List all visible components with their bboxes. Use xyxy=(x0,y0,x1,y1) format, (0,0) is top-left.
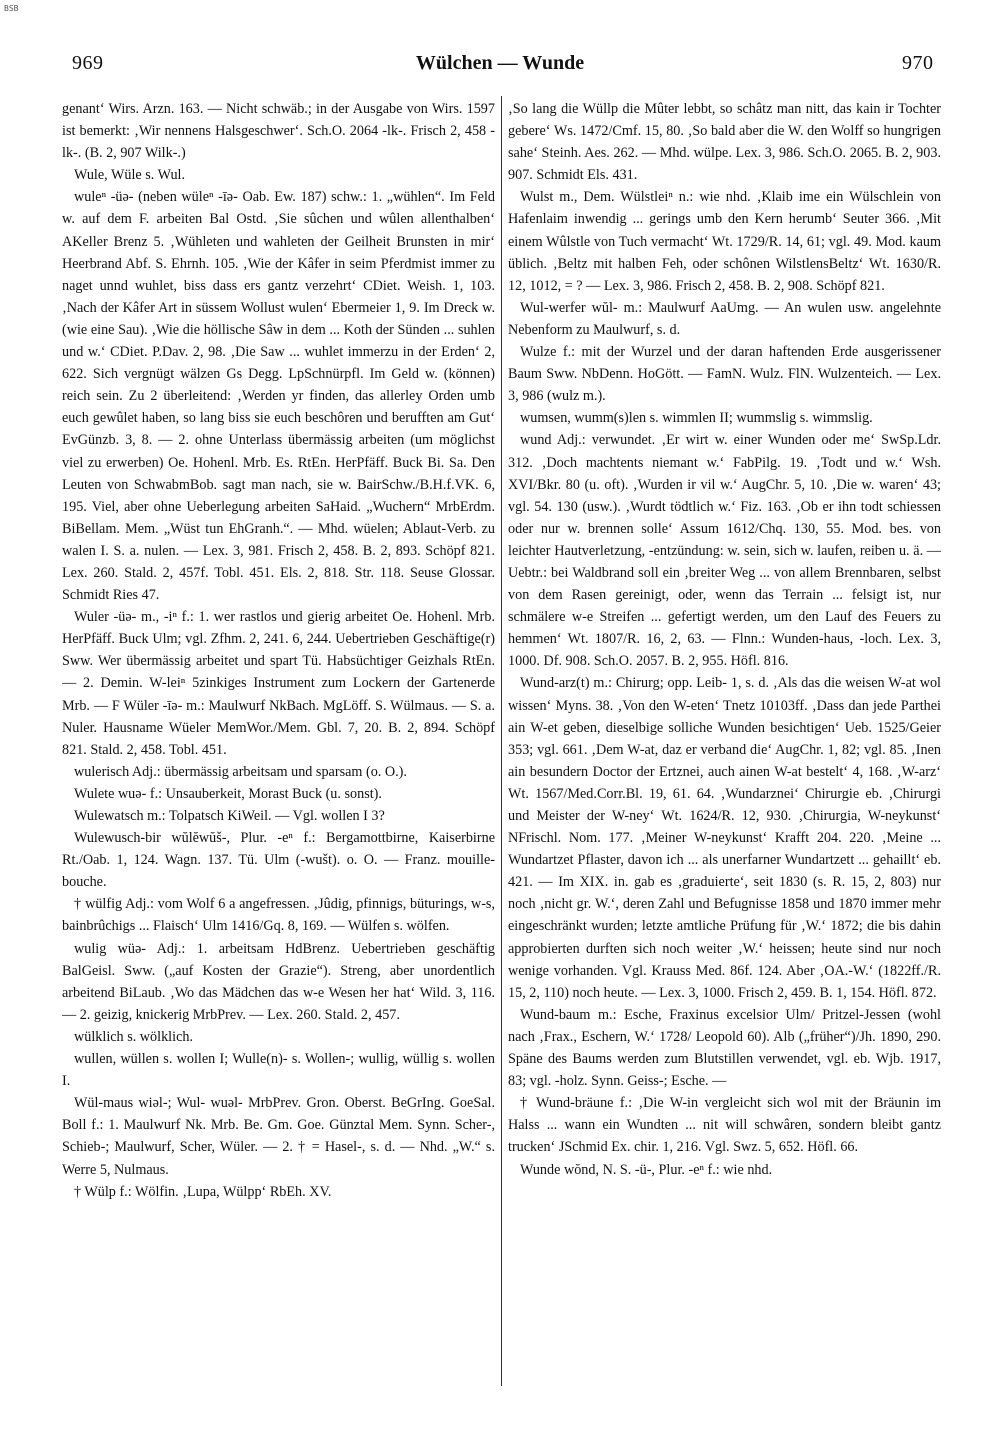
page-header xyxy=(0,52,1000,88)
entry-paragraph: wulig wüə- Adj.: 1. arbeitsam HdBrenz. Uebertrieben geschäftig BalGeisl. Sww. („auf Kosten der Grazie“). Streng, aber unordentlich arbeitend BiLaub. ‚Wo das Mädchen das w-e Wesen her hat‘ Wild. 3, 116. — 2. geizig, knickerig MrbPrev. — Lex. 260. Stald. 2, 457. xyxy=(62,940,495,1023)
entry-paragraph: Wulst m., Dem. Wülstleiⁿ n.: wie nhd. ‚Klaib ime ein Wülschlein von Hafenlaim inwendig ... gerings umb den Kern herumb‘ Seuter 366. ‚Mit einem Wûlstle von Tuch vermacht‘ Wt. 1729/R. 14, 61; vgl. 49. Mod. kaum üblich. ‚Beltz mit halben Feh, oder schônen WilstlensBeltz‘ Wt. 1630/R. 12, 1012, = ? — Lex. 3, 986. Frisch 2, 458. B. 2, 908. Schöpf 821. xyxy=(508,189,941,294)
entry-paragraph: Wunde wŏnd, N. S. -ü-, Plur. -eⁿ f.: wie nhd. xyxy=(520,1161,773,1178)
entry-paragraph: Wuler -üə- m., -iⁿ f.: 1. wer rastlos und gierig arbeitet Oe. Hohenl. Mrb. HerPfäff. Buck Ulm; vgl. Zfhm. 2, 241. 6, 244. Uebertrieben Geschäftige(r) Sww. Wer übermässig arbeitet und spart Tü. Habsüchtiger Geizhals RtEn. — 2. Demin. W-leiⁿ 5zinkiges Instrument zum Lockern der Gartenerde Mrb. — F Wüler -īə- m.: Maulwurf NkBach. MgLöff. S. Wülmaus. — S. a. Nuler. Hausname Wüeler MemWor./Mem. Gbl. 7, 20. B. 2, 894. Schöpf 821. Stald. 2, 458. Tobl. 451. xyxy=(62,609,495,758)
entry-paragraph: † wülfig Adj.: vom Wolf 6 a angefressen. ‚Jûdig, pfinnigs, büturings, w-s, bainbrûchigs ... Flaisch‘ Ulm 1416/Gq. 8, 169. — Wülfen s. wölfen. xyxy=(62,896,495,935)
entry-paragraph: ‚So lang die Wüllp die Mûter lebbt, so schâtz man nitt, das kain ir Tochter gebere‘ Ws. 1472/Cmf. 15, 80. ‚So bald aber die W. den Wolff so hungrigen sahe‘ Steinh. Aes. 262. — Mhd. wülpe. Lex. 3, 986. Sch.O. 2065. B. 2, 903. 907. Schmidt Els. 431. xyxy=(508,101,941,184)
right-column xyxy=(508,98,941,1394)
entry-paragraph: wuleⁿ -üə- (neben wüleⁿ -īə- Oab. Ew. 187) schw.: 1. „wühlen“. Im Feld w. auf dem F. arbeiten Bal Ostd. ‚Sie sûchen und wûlen allenthalben‘ AKeller Brenz 5. ‚Wühleten und wahleten der Geilheit Brunsten in mir‘ Heerbrand Abf. S. Ehrnh. 105. ‚Wie der Kâfer in seim Pferdmist immer zu naget unnd wuhlet, biss dass ers gantz verzehrt‘ CDiet. Weish. 1, 103. ‚Nach der Kâfer Art in süssem Wollust wulen‘ Ebermeier 1, 9. Im Dreck w. (wie eine Sau). ‚Wie die höllische Sâw in dem ... Koth der Sünden ... suhlen und w.‘ CDiet. P.Dav. 2, 98. ‚Die Saw ... wuhlet immerzu in der Erden‘ 2, 622. Sich vergnügt wälzen Gs Degg. LpSchnürpfl. Im Geld w. (können) reich sein. Zu 2 überleitend: ‚Werden yr finden, das allerley Orden umb euch gewûlet haben, so lang biss sie euch beschôren und berufften am Gut‘ EvGünzb. 3, 8. — 2. ohne Unterlass übermässig arbeiten (um möglichst viel zu erwerben) Oe. Hohenl. Mrb. Es. RtEn. HerPfäff. Buck Bi. Sa. Den Leuten von SchwabmBob. sagt man nach, sie w. BairSchw./B.H.f.VK. 6, 195. Viel, aber ohne Ueberlegung arbeiten SaHaid. „Wuchern“ MrbErdm. BiBellam. Mem. „Wüst tun EhGranh.“. — Mhd. wüelen; Ablaut-Verb. zu walen I. S. a. nulen. — Lex. 3, 981. Frisch 2, 458. B. 2, 893. Schöpf 821. Lex. 260. Stald. 2, 457f. Tobl. 451. Els. 2, 818. Str. 118. Seuse Glossar. Schmidt Ries 47. xyxy=(62,189,495,604)
entry-paragraph: Wül-maus wiəl-; Wul- wuəl- MrbPrev. Gron. Oberst. BeGrIng. GoeSal. Boll f.: 1. Maulwurf Nk. Mrb. Be. Gm. Goe. Günztal Mem. Synn. Scher-, Schieb-; Maulwurf, Scher, Wüler. — 2. † = Hasel-, s. d. — Nhd. „W.“ s. Werre 5, Nulmaus. xyxy=(62,1095,495,1178)
entry-paragraph: † Wund-bräune f.: ‚Die W-in vergleicht sich wol mit der Bräunin im Halss ... wann ein Wundten ... nit will schwâren, sondern bleibt gantz trucken‘ JSchmid Ex. chir. 1, 216. Vgl. Swz. 5, 652. Höfl. 66. xyxy=(508,1095,941,1156)
entry-paragraph: Wulewatsch m.: Tolpatsch KiWeil. — Vgl. wollen I 3? xyxy=(74,808,385,824)
entry-paragraph: Wule, Wüle s. Wul. xyxy=(74,167,186,184)
page-number-right: 970 xyxy=(902,52,934,74)
left-column xyxy=(62,98,495,1394)
column-divider xyxy=(501,96,502,1386)
page-number-left: 969 xyxy=(72,52,104,74)
entry-paragraph: Wulete wuə- f.: Unsauberkeit, Morast Buck (u. sonst). xyxy=(74,785,382,802)
entry-paragraph: Wund-baum m.: Esche, Fraxinus excelsior Ulm/ Pritzel-Jessen (wohl nach ‚Frax., Eschern, W.‘ 1728/ Leopold 60). Alb („früher“)/Jh. 1890, 290. Späne des Baums werden zum Blutstillen verwendet, vgl. eb. Wjb. 1917, 83; vgl. -holz. Synn. Geiss-; Esche. — xyxy=(508,1006,941,1090)
entry-paragraph: Wulewusch-bir wŭlĕwŭš-, Plur. -eⁿ f.: Bergamottbirne, Kaiserbirne Rt./Oab. 1, 124. Wagn. 137. Tü. Ulm (-wušt). o. O. — Franz. mouille-bouche. xyxy=(62,830,495,891)
entry-paragraph: wund Adj.: verwundet. ‚Er wirt w. einer Wunden oder me‘ SwSp.Ldr. 312. ‚Doch machtents niemant w.‘ FabPilg. 19. ‚Todt und w.‘ Wsh. XVI/Bkr. 80 (u. oft). ‚Wurden ir vil w.‘ AugChr. 5, 10. ‚Die w. waren‘ 43; vgl. 54. 130 (usw.). ‚Wurdt tödtlich w.‘ Fiz. 163. ‚Ob er ihn todt schiessen oder nur w. brennen solle‘ Assum 1612/Chq. 130, 55. Mod. bes. von leichter Hautverletzung, -entzündung: w. sein, sich w. laufen, reiben u. ä. — Uebtr.: bei Waldbrand soll ein ‚breiter Weg ... von allem Brennbaren, selbst von dem Rasen gereinigt, oder, wenn das Terrain ... felsigt ist, nur schmälere w-e Streifen ... gefertigt werden, um den Lauf des Feuers zu hemmen‘ Wt. 1807/R. 16, 2, 63. — Flnn.: Wunden-haus, -loch. Lex. 3, 1000. Df. 908. Sch.O. 2057. B. 2, 955. Höfl. 816. xyxy=(508,432,941,670)
entry-paragraph: Wund-arz(t) m.: Chirurg; opp. Leib- 1, s. d. ‚Als das die weisen W-at wol wissen‘ Myns. 38. ‚Von den W-eten‘ Tnetz 10103ff. ‚Dass dan jede Parthei ain W-et geben, dieselbige solliche Wunden besichtigen‘ Ueb. 1525/Geier 353; vgl. 661. ‚Dem W-at, daz er verband die‘ AugChr. 1, 82; vgl. 85. ‚Inen ain besundern Doctor der Ertznei, auch ainen W-at bestelt‘ 4, 168. ‚W-arz‘ Wt. 1567/Med.Corr.Bl. 19, 61. 64. ‚Wundarzneiʻ Chirurgie eb. ‚Chirurgi und Meister der W-ney‘ Wt. 1624/R. 12, 930. ‚Chirurgia, W-neykunst‘ NFrischl. Nom. 177. ‚Meiner W-neykunst‘ Krafft 204. 220. ‚Meine ... Wundartzet Pflaster, davon ich ... als unerfarner Wundartzett ... gehaillt‘ eb. 421. — Im XIX. in. gab es ‚graduierte‘, seit 1830 (s. R. 15, 2, 803) nur noch ‚nicht gr. W.‘, deren Zahl und Befugnisse 1858 und 1870 immer mehr eingeschränkt wurden; letzte amtliche Prüfung für ‚W.‘ 1872; die bis dahin approbierten durften sich noch weiter ‚W.‘ heissen; heute sind nur noch wenige vorhanden. Vgl. Krauss Med. 86f. 124. Aber ‚OA.-W.‘ (1822ff./R. 15, 2, 110) noch heute. — Lex. 3, 1000. Frisch 2, 459. B. 1, 154. Höfl. 872. xyxy=(508,675,941,1001)
running-title: Wülchen — Wunde xyxy=(415,52,585,74)
entry-paragraph: wullen, wüllen s. wollen I; Wulle(n)- s. Wollen-; wullig, wüllig s. wollen I. xyxy=(62,1051,495,1090)
entry-paragraph: Wulze f.: mit der Wurzel und der daran haftenden Erde ausgerissener Baum Sww. NbDenn. HoGött. — FamN. Wulz. FlN. Wulzenteich. — Lex. 3, 986 (wulz m.). xyxy=(508,344,941,405)
entry-paragraph: † Wülp f.: Wölfin. ‚Lupa, Wülpp‘ RbEh. XV. xyxy=(74,1183,332,1200)
library-stamp: BSB xyxy=(4,4,19,13)
entry-paragraph: wülklich s. wölklich. xyxy=(74,1028,194,1045)
entry-paragraph: wumsen, wumm(s)len s. wimmlen II; wummslig s. wimmslig. xyxy=(520,410,873,427)
entry-paragraph: Wul-werfer wŭl- m.: Maulwurf AaUmg. — An wulen usw. angelehnte Nebenform zu Maulwurf, s. d. xyxy=(508,299,941,338)
entry-paragraph: wulerisch Adj.: übermässig arbeitsam und sparsam (o. O.). xyxy=(74,763,407,780)
entry-paragraph: genant‘ Wirs. Arzn. 163. — Nicht schwäb.; in der Ausgabe von Wirs. 1597 ist bemerkt: ‚Wir nennens Halsgeschwer‘. Sch.O. 2064 -lk-. Frisch 2, 458 -lk-. (B. 2, 907 Wilk-.) xyxy=(62,101,495,162)
